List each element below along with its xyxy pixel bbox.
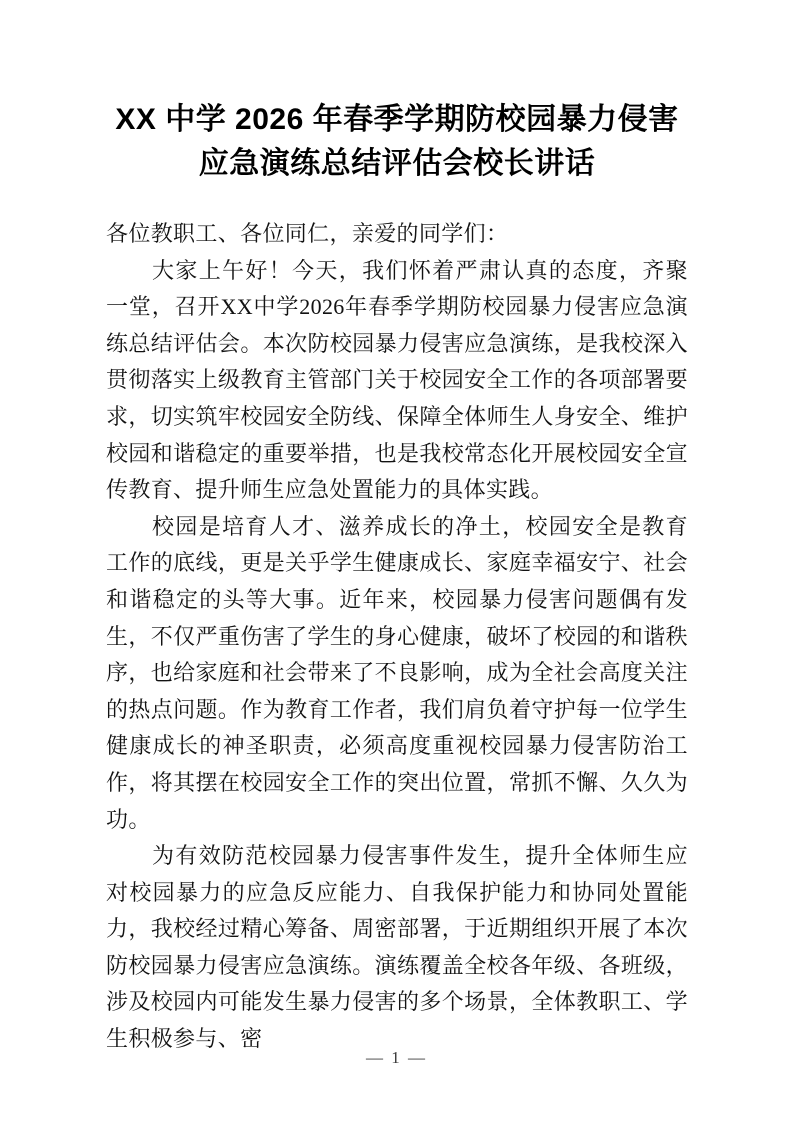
body-paragraph-1: 大家上午好！今天，我们怀着严肃认真的态度，齐聚一堂，召开XX中学2026年春季学期防校园暴力侵害应急演练总结评估会。本次防校园暴力侵害应急演练，是我校深入贯彻落实上级教育主管部门关于校园安全工作的各项部署要求，切实筑牢校园安全防线、保障全体师生人身安全、维护校园和谐稳定的重要举措，也是我校常态化开展校园安全宣传教育、提升师生应急处置能力的具体实践。 bbox=[106, 257, 688, 503]
salutation: 各位教职工、各位同仁，亲爱的同学们： bbox=[106, 221, 509, 246]
body-paragraph-2: 校园是培育人才、滋养成长的净土，校园安全是教育工作的底线，更是关乎学生健康成长、家庭幸福安宁、社会和谐稳定的头等大事。近年来，校园暴力侵害问题偶有发生，不仅严重伤害了学生的身心健康，破坏了校园的和谐秩序，也给家庭和社会带来了不良影响，成为全社会高度关注的热点问题。作为教育工作者，我们肩负着守护每一位学生健康成长的神圣职责，必须高度重视校园暴力侵害防治工作，将其摆在校园安全工作的突出位置，常抓不懈、久久为功。 bbox=[106, 513, 688, 832]
page-title bbox=[106, 98, 688, 186]
page-title-line-1: XX 中学 2026 年春季学期防校园暴力侵害 bbox=[115, 103, 679, 136]
page-title-line-2: 应急演练总结评估会校长讲话 bbox=[198, 147, 596, 180]
body-paragraph-3: 为有效防范校园暴力侵害事件发生，提升全体师生应对校园暴力的应急反应能力、自我保护能力和协同处置能力，我校经过精心筹备、周密部署，于近期组织开展了本次防校园暴力侵害应急演练。演练覆盖全校各年级、各班级，涉及校园内可能发生暴力侵害的多个场景，全体教职工、学生积极参与、密 bbox=[106, 843, 688, 1052]
page-footer: — 1 — bbox=[366, 1048, 427, 1067]
document-content bbox=[106, 98, 688, 1058]
